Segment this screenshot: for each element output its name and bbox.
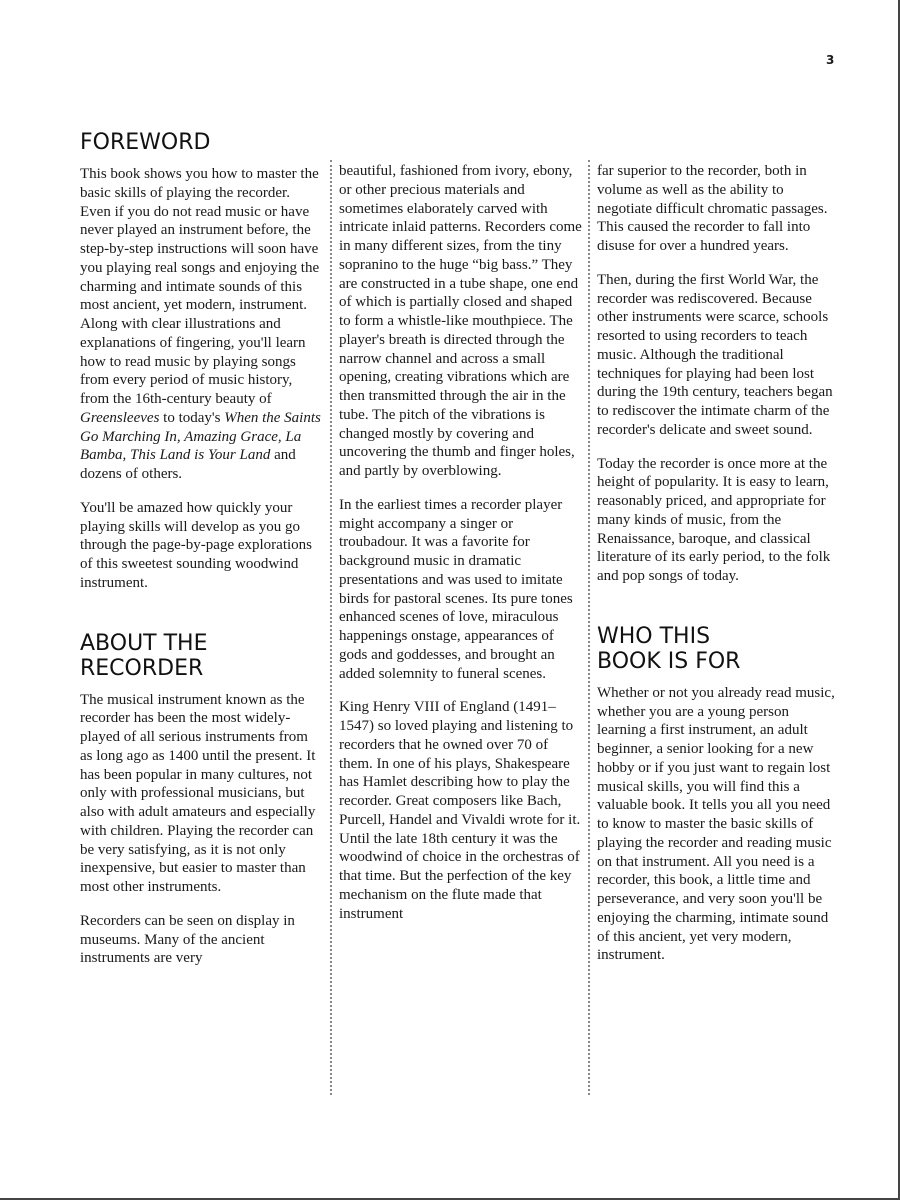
column-2	[339, 162, 585, 923]
about-heading	[80, 631, 322, 681]
foreword-heading: FOREWORD	[80, 130, 211, 155]
who-heading-line-2: BOOK IS FOR	[597, 648, 741, 674]
column-1	[80, 130, 322, 968]
foreword-p1-song-titles: When the Saints Go Marching In, Amazing Grace, La Bamba, This Land is Your Land	[80, 409, 321, 464]
page-number: 3	[826, 53, 835, 67]
foreword-p1-text-a: This book shows you how to master the basic skills of playing the recorder. Even if you do not read music or have never played an instrument before, the step-by-step instructions will soon have you playing real songs and enjoying the charming and intimate sounds of this most ancient, yet modern, instrument. Along with clear illustrations and explanations of fingering, you'll learn how to read music by playing songs from every period of music history, from the 16th-century beauty of	[80, 166, 320, 407]
foreword-paragraph-1	[80, 165, 322, 484]
about-paragraph-5: Then, during the first World War, the recorder was rediscovered. Because other instruments were scarce, schools resorted to using recorders to teach music. Although the traditional techniques for playing had been lost during the 19th century, teachers began to rediscover the intimate charm of the recorder's delicate and sweet sound.	[597, 271, 833, 438]
about-paragraph-2-start: Recorders can be seen on display in museums. Many of the ancient instruments are very	[80, 912, 295, 967]
about-paragraph-2-continued: beautiful, fashioned from ivory, ebony, or other precious materials and sometimes elaborately carved with intricate inlaid patterns. Recorders come in many different sizes, from the tiny sopranino to the huge “big bass.” They are constructed in a tube shape, one end of which is partially closed and shaped to form a whistle-like mouthpiece. The player's breath is directed through the narrow channel and across a small opening, creating vibrations which are then transmitted through the air in the tube. The pitch of the vibrations is changed mostly by covering and uncovering the thumb and finger holes, and partly by overblowing.	[339, 163, 582, 479]
about-paragraph-4-continued: far superior to the recorder, both in volume as well as the ability to negotiate difficult chromatic passages. This caused the recorder to fall into disuse for over a hundred years.	[597, 163, 828, 254]
about-paragraph-4-start: King Henry VIII of England (1491–1547) so loved playing and listening to recorders that he owned over 70 of them. In one of his plays, Shakespeare has Hamlet describing how to play the recorder. Great composers like Bach, Purcell, Handel and Vivaldi wrote for it. Until the late 18th century it was the woodwind of choice in the orchestras of that time. But the perfection of the key mechanism on the flute made that instrument	[339, 699, 581, 922]
about-paragraph-6: Today the recorder is once more at the height of popularity. It is easy to learn, reasonably priced, and appropriate for many kinds of music, from the Renaissance, baroque, and classical literature of its early period, to the folk and pop songs of today.	[597, 455, 831, 584]
foreword-p1-title-greensleeves: Greensleeves	[80, 409, 160, 426]
about-heading-line-1: ABOUT THE	[80, 630, 208, 656]
about-paragraph-3: In the earliest times a recorder player might accompany a singer or troubadour. It was a favorite for background music in dramatic presentations and was used to imitate birds for pastoral scenes. Its pure tones enhanced scenes of love, miraculous happenings onstage, appearances of gods and goddesses, and brought an added solemnity to funeral scenes.	[339, 496, 573, 682]
about-paragraph-1: The musical instrument known as the recorder has been the most widely-played of all serious instruments from as long ago as 1400 until the present. It has been popular in many cultures, not only with professional musicians, but also with adult amateurs and especially with children. Playing the recorder can be very satisfying, as it is not only inexpensive, but easier to master than most other instruments.	[80, 691, 316, 895]
column-divider-2	[588, 160, 590, 1095]
foreword-paragraph-2: You'll be amazed how quickly your playing skills will develop as you go through the page-by-page explorations of this sweetest sounding woodwind instrument.	[80, 499, 313, 591]
who-paragraph-1: Whether or not you already read music, whether you are a young person learning a first instrument, an adult beginner, a senior looking for a new hobby or if you just want to regain lost musical skills, you will find this a valuable book. It tells you all you need to know to master the basic skills of playing the recorder and reading music on that instrument. All you need is a recorder, this book, a little time and perseverance, and very soon you'll be enjoying the charming, intimate sound of this ancient, yet very modern, instrument.	[597, 684, 835, 964]
column-3	[597, 162, 841, 965]
foreword-p1-text-c: and dozens of others.	[80, 447, 296, 482]
who-heading-line-1: WHO THIS	[597, 623, 711, 649]
about-heading-line-2: RECORDER	[80, 655, 204, 681]
column-divider-1	[330, 160, 332, 1095]
who-heading	[597, 624, 841, 674]
foreword-p1-text-b: to today's	[159, 409, 225, 426]
